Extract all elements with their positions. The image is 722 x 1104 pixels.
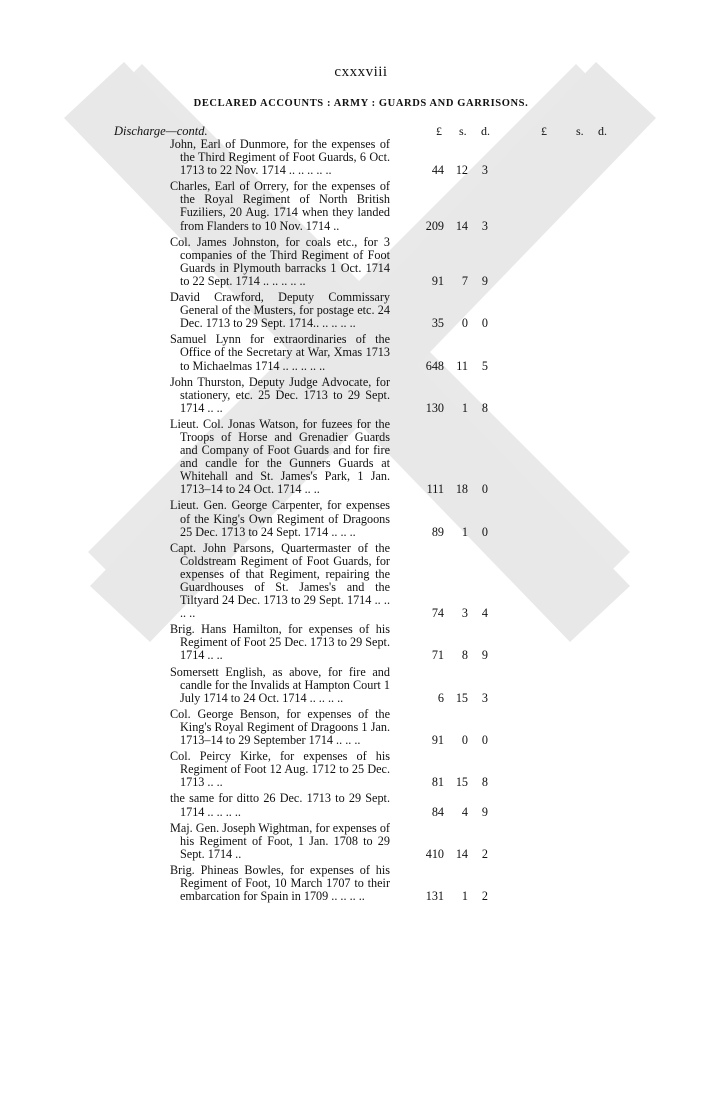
entry-description: Charles, Earl of Orrery, for the expenses of the Royal Regiment of North British Fuziliers, 20 Aug. 1714 when they landed from Flanders to 10 Nov. 1714 .. (170, 179, 390, 233)
account-entry (0, 236, 722, 288)
entry-shillings: 1 (461, 400, 468, 415)
entry-pence: 3 (481, 163, 488, 178)
entry-shillings: 7 (461, 273, 468, 288)
entry-pence: 2 (481, 846, 488, 861)
col-pounds-heading: £ (436, 124, 442, 138)
page-number: cxxxviii (334, 64, 388, 80)
entry-pence: 3 (481, 690, 488, 705)
entry-description: Lieut. Col. Jonas Watson, for fuzees for the Troops of Horse and Grenadier Guards and Company of Foot Guards and for fire and candle for the Gunners Guards at Whitehall and St. James's Park, 1 Jan. 1713–14 to 24 Oct. 1714 .. .. (170, 416, 390, 497)
entry-shillings: 18 (455, 482, 468, 497)
entries-list (0, 138, 722, 906)
entry-pounds: 35 (431, 316, 444, 331)
account-entry (0, 333, 722, 372)
entry-shillings: 0 (461, 733, 468, 748)
entry-pounds: 91 (431, 273, 444, 288)
account-entry (0, 864, 722, 903)
account-entry (0, 623, 722, 662)
account-entry (0, 180, 722, 232)
entry-pence: 0 (481, 316, 488, 331)
col-pence-heading: d. (481, 124, 490, 138)
entry-pence: 3 (481, 218, 488, 233)
entry-pounds: 111 (426, 482, 444, 497)
entry-pence: 0 (481, 524, 488, 539)
entry-pounds: 44 (431, 163, 444, 178)
entry-pounds: 209 (425, 218, 444, 233)
entry-pounds: 131 (425, 889, 444, 904)
account-entry (0, 792, 722, 818)
entry-pounds: 6 (437, 690, 444, 705)
entry-shillings: 0 (461, 316, 468, 331)
account-entry (0, 376, 722, 415)
section-label: Discharge—contd. (114, 124, 208, 138)
entry-shillings: 15 (455, 690, 468, 705)
entry-description: Capt. John Parsons, Quartermaster of the Coldstream Regiment of Foot Guards, for expenses of that Regiment, repairing the Guardhouses of St. James's and the Tiltyard 24 Dec. 1713 to 29 Sept. 1714 .. .. .. .. (170, 540, 390, 621)
entry-pence: 2 (481, 889, 488, 904)
account-entry (0, 499, 722, 538)
entry-pence: 0 (481, 733, 488, 748)
entry-pence: 4 (481, 606, 488, 621)
entry-pence: 9 (481, 804, 488, 819)
entry-description: John, Earl of Dunmore, for the expenses of the Third Regiment of Foot Guards, 6 Oct. 1713 to 22 Nov. 1714 .. .. .. .. .. (170, 137, 390, 178)
entry-shillings: 1 (461, 889, 468, 904)
entry-pounds: 84 (431, 804, 444, 819)
col-shillings-heading: s. (459, 124, 467, 138)
entry-pounds: 648 (425, 358, 444, 373)
entry-description: Somersett English, as above, for fire and candle for the Invalids at Hampton Court 1 July 1714 to 24 Oct. 1714 .. .. .. .. (170, 664, 390, 705)
account-entry (0, 666, 722, 705)
entry-pounds: 81 (431, 775, 444, 790)
entry-pounds: 89 (431, 524, 444, 539)
entry-description: Col. James Johnston, for coals etc., for 3 companies of the Third Regiment of Foot Guards in Plymouth barracks 1 Oct. 1714 to 22 Sept. 1714 .. .. .. .. .. (170, 234, 390, 288)
entry-description: Maj. Gen. Joseph Wightman, for expenses of his Regiment of Foot, 1 Jan. 1708 to 29 Sept. 1714 .. (170, 820, 390, 861)
entry-description: Col. Peircy Kirke, for expenses of his Regiment of Foot 12 Aug. 1712 to 25 Dec. 1713 .. .. (170, 749, 390, 790)
account-entry (0, 291, 722, 330)
entry-pounds: 91 (431, 733, 444, 748)
entry-description: Brig. Hans Hamilton, for expenses of his Regiment of Foot 25 Dec. 1713 to 29 Sept. 1714 .. .. (170, 622, 390, 663)
entry-description: Brig. Phineas Bowles, for expenses of his Regiment of Foot, 10 March 1707 to their embarcation for Spain in 1709 .. .. .. .. (170, 862, 390, 904)
entry-description: Samuel Lynn for extraordinaries of the Office of the Secretary at War, Xmas 1713 to Michaelmas 1714 .. .. .. .. .. (170, 332, 390, 373)
entry-shillings: 14 (455, 218, 468, 233)
account-entry (0, 542, 722, 621)
entry-pence: 9 (481, 273, 488, 288)
col-pence-heading-2: d. (598, 124, 607, 138)
entry-description: David Crawford, Deputy Commissary General of the Musters, for postage etc. 24 Dec. 1713 to 29 Sept. 1714.. .. .. .. .. (170, 290, 390, 331)
entry-pence: 0 (481, 482, 488, 497)
entry-shillings: 12 (455, 163, 468, 178)
running-head: DECLARED ACCOUNTS : ARMY : GUARDS AND GARRISONS. (193, 98, 529, 109)
entry-pence: 5 (481, 358, 488, 373)
entry-description: the same for ditto 26 Dec. 1713 to 29 Sept. 1714 .. .. .. .. (170, 791, 390, 819)
entry-pounds: 74 (431, 606, 444, 621)
entry-shillings: 1 (461, 524, 468, 539)
entry-description: Lieut. Gen. George Carpenter, for expenses of the King's Own Regiment of Dragoons 25 Dec. 1713 to 24 Sept. 1714 .. .. .. (170, 498, 390, 539)
entry-shillings: 15 (455, 775, 468, 790)
entry-pounds: 410 (425, 846, 444, 861)
entry-pence: 8 (481, 400, 488, 415)
entry-shillings: 3 (461, 606, 468, 621)
col-pounds-heading-2: £ (541, 124, 547, 138)
entry-description: John Thurston, Deputy Judge Advocate, for stationery, etc. 25 Dec. 1713 to 29 Sept. 1714 .. .. (170, 374, 390, 415)
account-entry (0, 138, 722, 177)
account-entry (0, 708, 722, 747)
entry-pounds: 130 (425, 400, 444, 415)
entry-pounds: 71 (431, 648, 444, 663)
account-entry (0, 750, 722, 789)
entry-shillings: 14 (455, 846, 468, 861)
account-entry (0, 822, 722, 861)
col-shillings-heading-2: s. (576, 124, 584, 138)
entry-shillings: 4 (461, 804, 468, 819)
entry-description: Col. George Benson, for expenses of the King's Royal Regiment of Dragoons 1 Jan. 1713–14 to 29 September 1714 .. .. .. (170, 706, 390, 748)
entry-pence: 8 (481, 775, 488, 790)
entry-pence: 9 (481, 648, 488, 663)
account-entry (0, 418, 722, 497)
entry-shillings: 11 (456, 358, 468, 373)
entry-shillings: 8 (461, 648, 468, 663)
